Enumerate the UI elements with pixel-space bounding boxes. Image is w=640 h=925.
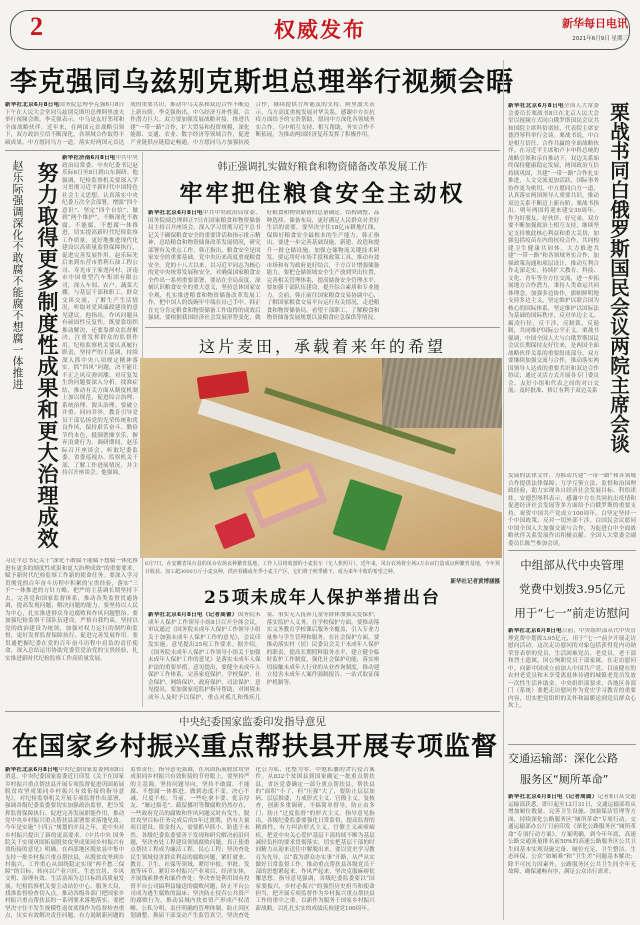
rural-text: 中央纪委国家监委网站8日消息，中央纪委国家监委近日印发《关于在国家乡村振兴重点帮扶县开展专项监督促进巩固拓展脱贫攻坚成果同乡村振兴有效衔接的指导意见》，对纪检监察机关开展专项监督作出部署，强调各级纪委监委要切实加强政治监督，把分发挥监督保障执行、促进完善发展职能作用，推动党中央乡村振兴重点帮扶县部署要求落地见效。今年是实施“十四五”规划的开局之年，党中央对乡村振兴提出了新的更高要求。《中共中央 国务院关于实现巩固拓展脱贫攻坚成果同乡村振兴有效衔接的意见》明确，在西部地区脱贫县中集中支持一批乡村振兴重点帮扶县，从脱贫攻坚到乡村振兴，工作重心从围绕稳定实现“两不愁三保障”的目标，转向以产业兴旺、生态宜居、乡风文明、治理有效、生活富裕为总目标的高质量发展。纪检监察机关要主动站位中心、服务大局，找准监督检查切入点，推动各级各部门把国家乡村振兴重点帮扶县的一系列要求落地落实。要把坚决守住不发生规模性返贫底线作为监督检查重点，压实有效解决责任问题，有力遏制新问题的监督责任。指导意见强调，在巩固拓展脱贫攻坚成果同乡村振兴有效衔接的节骨眼上，要坚持严的主基调，坚持问题导向，坚持不敢腐、不能腐、不想腐一体推进，做到态度不变、决心不减、尺度不松。当前，一些吃拿卡要、优亲厚友、“雁过拔毛”、截留挪用等微腐败仍然存在，一些政府党员的腐败和作风问题又时有发生，脱贫攻坚目标任务完成后的5年过渡期，仍有大量项目建设、资金投入，需要抓早抓小、防患于未然。各级纪委监委要善于发现和研究解决前沿问题，坚决查处工程建设领域腐败问题，真正使重点帮扶工程成为廉洁工程、民心工程；坚决查处民生领域侵害群众利益的腐败问题，紧盯就业、教育、卫生、社保等领域，紧盯申报、审批、发放等环节，紧盯乡村振兴产业项目、经济实体，开展线索排查和案件查处；坚决查处利用国有投资平台公司搞利益输送的腐败问题，防止平台公司成为逃生腐败的温床；坚决防止侵吞公共资产的腐败行为，推动县域内扶贫资产形成产权清晰、公私分明、责任明确的管理体制，防止因区划调整、换届干部变动产生监管真空，坚决查处化公为私、化整为零、中饱私囊的贪污侵占案件。从832个贫困县到国家确定一批重点帮扶县，省区党委确定一部分重点帮扶县，帮扶县的“面积”小了，但“压强”大了，要防止层层加码、层层推诿，力戒形式主义、官僚主义。复核查，创新多重调研，不搞简单督导，防止由多门、防止“过度监督”的形式主义。指导意见指出，各级纪委监委要强化日常监督，提高监督的精准性，有力纠治形式主义、官僚主义顽瘴痼疾，把党中央关心爱护基层干部持续不断为基层减轻负担的要求贯彻落实，切实把基层干部的时间精力从迎来送往中解脱出来。要以党史学习教育为先导，以“我为群众办实事”开路，从严从实做好日常监督工作，推动重点帮扶县各级党员干部的思想紧起来，作风严起来，坚决克服麻痹松懈思想。指导意见强调，各级纪委监委要以“国家要振兴，乡村必振兴”的强烈历史担当和使命担当，把开展专项监督作为乡村振兴重点帮扶县工作的重中之重，以新作为服务于国家乡村振兴新战略，以扎扎实实的成绩庆祝建党100周年。 xyxy=(5,767,375,919)
grain-article-body xyxy=(148,210,498,323)
field-plot xyxy=(382,358,502,428)
rural-article-body xyxy=(5,767,500,922)
zhao-dateline: 新华社济南6月8日电 xyxy=(62,155,116,161)
lead-headline: 李克强同乌兹别克斯坦总理举行视频会晤 xyxy=(10,67,514,98)
photo-credit: 新华社记者黄博涵摄 xyxy=(450,579,500,585)
party-fee-article-body xyxy=(508,628,636,741)
lishu-dateline: 新华社北京6月8日电 xyxy=(508,103,564,109)
headline-line: 党费中划拨3.95亿元 xyxy=(518,582,626,596)
divider xyxy=(145,327,500,328)
green-combine xyxy=(332,479,402,551)
zhao-article-body xyxy=(62,155,138,553)
divider xyxy=(5,711,500,712)
grain-kicker: 韩正强调扎实做好粮食和物资储备改革发展工作 xyxy=(217,162,428,173)
minor-article-body xyxy=(148,612,498,706)
divider xyxy=(508,744,636,745)
lishu-article-body xyxy=(508,103,599,471)
photo-caption: 6月7日，在安徽省凤台县的凤台农场良种繁育基地，工作人员将收割的小麦装车（无人机照片）。近年来，凤台农场将全场3万余亩打造成良种繁育基地，今年预计收获、加工超3000万斤小麦良种，供应春播或冬季小麦主产区，它们将于秋季播下，成为来年丰收的希望之种。 xyxy=(145,561,500,575)
zhao-text: 中共中央政治局常委、中央纪委书记赵乐际6日至8日到山东调研。他强调，纪检监察机关要深入学习贯彻习近平新时代中国特色社会主义思想，认真落实中央纪委五次全会部署，增强“四个意识”、坚定“四个自信”、做到“两个维护”，不断深化不敢腐、不能腐、不想腐一体推进，切实提高新时代纪检监察工作质量，更好地推进现代化建设以高质量监督保障执行，促进完善发展作用。赵乐际先后来到东营市胜利石油工程公司、寿光市王家尧河村、济南市中国重型汽车集团有限公司，深入车间、农户、蔬菜大棚，与基层干部和职工、群众交谈交流，了解生产生活情况，听取对党风廉政建设的意见建议。他指出，作风问题具有顽固性反复性，既要靠组织推动解决，还要靠群众监督解决，注重发挥群众的监督作用。纪检监察机关要认真履行职责，坚持严的主基调，持续深入抓中央八项规定精神落实，抓“四风”问题，决不能让不正之风反弹回潮。对反复发生的问题要深入分析，找准症结，推动有关方面从制度机制上加以规范，促进综合治理、系统治理、源头治理。要破立并重、同向并举，教育引导党员干部弘扬党的光荣传统和优良作风，保持艰苦奋斗、勤俭节约本色，抵制奢靡享乐，摒弃浪费行为。调研期间，赵乐际召开座谈会，听取纪委监委、省委巡视办、监察机关干部，了解工作进展情况，并主持召开座谈会。他强调， xyxy=(62,155,138,476)
zhao-kicker: 赵乐际强调深化不敢腐不能腐不想腐一体推进 xyxy=(11,160,24,390)
lishu-article-body-continued: 发展的法律文件，为推动共建“一带一路”和各领域合作提供法律保障；互学互鉴立法、监督和治国理政经验，助力实现各自经济社会发展目标。科恰诺娃、安德烈琴科表示，感谢中方在共同抗击疫情和促进经济社会发展等多方面给予白俄罗斯的重要支持，祝贺中国共产党成立100周年。白坚定坚持一个中国政策，反对一切外部干涉。白国民会议愿同中国全国人大加强交流与合作，为促进白中全面战略伙伴关系发展作出积极贡献。全国人大常委会副委员长陈竺参加会谈。 xyxy=(508,473,636,547)
divider xyxy=(508,550,636,551)
grain-headline: 牢牢把住粮食安全主动权 xyxy=(179,180,466,207)
issue-date: 2021年6月9日 星期三 xyxy=(572,36,628,42)
transport-dateline: 新华社北京6月8日电（记者周圆） xyxy=(508,794,598,800)
divider xyxy=(5,150,500,151)
party-fee-dateline: 新华社北京6月8日电 xyxy=(508,628,562,634)
headline-line: 用于“七一”前走访慰问 xyxy=(514,606,630,620)
red-harvester xyxy=(197,371,250,400)
minor-text: 国务院未成年人保护工作领导小组8日召开全体会议，审议通过《国务院未成年人保护工作领导小组关于加强未成年人保护工作的意见》，会议印发实施。意见提出25项工作要求。据介绍，《国务院未成年人保护工作领导小组关于加强未成年人保护工作的意见》是落实未成年人保护法的重要举措。意见提出，要健全未成年人保护工作体系，完善家庭保护、学校保护、社会保护、网络保护、政府保护、司法保护。意见提出，要加强家庭监护指导帮助，对困境未成年人及时予以保护，重点对孤儿和残疾儿童、事实无人抚养儿童等群体加强关爱保护，落实监护人义务。在学校保护方面，要推动落实义务教育学校课后服务全覆盖，引入专业力量参与学生管理和服务。在社会保护方面，要推动落实村（居）民委员会关于未成年人保护的职责，提高长期照料服务水平，建立健全临时监护工作制度，强化社会保护功能，落实密切接触未成年人行业的从业查询制度，推动建立侵害未成年人案件强制报告、一站式取证保护机制等。 xyxy=(148,612,380,701)
lead-article-body xyxy=(5,102,500,148)
section-title: 权威发布 xyxy=(274,17,366,42)
truck-cab xyxy=(214,513,255,550)
headline-line: 服务区“厕所革命” xyxy=(520,773,609,786)
lead-dateline: 新华社北京6月8日电 xyxy=(5,102,60,108)
photo-title: 这片麦田，承载着来年的希望 xyxy=(198,337,446,356)
rural-dateline: 新华社北京6月8日电 xyxy=(5,767,59,773)
page-number: 2 xyxy=(30,12,43,41)
headline-line: 交通运输部：深化公路 xyxy=(508,752,618,765)
wheat-harvest-photo xyxy=(140,358,502,558)
transport-text: 记者8日从交通运输部获悉，即日起至12月31日，交通运输部将从增加厕位数量、完善卫生设施、加强保洁管理等方面，持续深化公路服务区“厕所革命”专项行动。交通运输部办公厅日前印发《深化公路服务区“厕所革命”专项行动方案》。方案明确，到今年年底，高速公路交通流量排名前50%的高速公路服务区公共卫生间基本实现设施完备、厕位充足、卫生整洁、生态环保，公众“如厕难”和“卫生差”问题基本解决；除不可抗力因素外，公路服务区公共卫生间全年无故障，确保通畅有序，满足公众出行需求。 xyxy=(508,794,636,875)
lishu-text: 全国人大常委会委员长栗战书8日在北京人民大会堂以视频方式同白俄罗斯国民会议共和国院主席科恰诺娃、代表院主席安德烈琴科举行会谈。栗战书说，中白是相互信任、合作共赢的全面战略伙伴。在习近平主席和卢卡申科总统的战略引领和亲自推动下，双边关系始终保持健康稳定发展，两国政治互信持续巩固，共建“一带一路”合作扎实推进，人文交流更加活跃，国际事务协作更为密切。中方愿同白方一道，认真落实两国领导人重要共识，推动双边关系不断迈上新台阶。栗战书指出，明年两国将迎来建交30周年。作为好朋友、好伙伴、好兄弟，双方要不断加强政治上相互支持，继续坚定支持彼此核心利益和重大关切，加强包括疫苗在内的抗疫合作，共同构建卫生健康共同体。大力推进共建“一带一路”和各领域务实合作，加强政策沟通和项层设计，推动互利合作走深走实，持续扩大教育、科技、文化、青年等全方位交流，进一步拓展地方合作潜力，秉持人类命运共同体理念，加强多边协作，旗帜鲜明地支持多边主义，坚定维护以联合国为核心的国际体系，坚定维护以国际法为基础的国际秩序，反对单边主义、霸凌行径，反干涉，反制裁，反遏制，共同维护国际公平正义。栗战书强调，中国全国人大与白俄罗斯国民会议长期保持友好往来，是两国全面战略伙伴关系的重要组成部分。双方要继续加强交流与合作，推动落实两国领导人达成的重要共识和双边合作协议；通过灵活方式开展各专门委员会、友好小组和代表之间的对口交流；及时批准、修订有利于双边关系 xyxy=(508,103,599,394)
transport-article-body xyxy=(508,794,636,921)
grain-dateline: 新华社北京6月8日电 xyxy=(148,210,203,216)
lead-text: 国务院总理李克强6月8日下午在人民大会堂同乌兹别克斯坦总理阿里波夫举行视频会晤。李克强表示，中乌是友好邻邦和全面战略伙伴。近年来，在两国元首战略引领下，双方政治互信不断深化，各领域合作取得丰硕成果。中方愿同乌方一道，落实好两国元首达成的重要共识，推动中乌关系和双边合作不断迈上新台阶。李克强指出，中乌经济互补性强，合作潜力巨大。双方要加强发展战略对接，推进共建“一带一路”合作，扩大贸易和投资规模，深化能源、交通、农业、数字经济等领域合作，促进产业链供应链稳定畅通。中方愿同乌方加强抗疫合作，继续提供力所能及的支持。阿里波夫表示，乌方高度重视发展对华关系，感谢中方在抗疫方面给予的宝贵帮助，愿同中方深化各领域务实合作。乌中相互支持、相互帮助，务实合作不断拓展，为推动两国经济复苏发挥了积极作用。 xyxy=(5,102,375,146)
party-fee-text: 日前，中央组织部从代中央管理党费中划拨3.95亿元，用于“七一”前夕开展走访慰问活动。这次走访慰问的对象包括获得党内功勋荣誉表彰的党员、生活困难党员、老党员、老干部和烈士遗属，因公殉职党员干部家属。在走访慰问中，向新中国成立前加入中国共产党、目前健在的农村老党员和未享受离退休待遇的城镇老党员发放一次性生活补助金。中央组织部要求，各地区各部门（系统）要把走访慰问作为党史学习教育的重要内容，切实把党组织的关怀和温暖送到党员群众心坎上。 xyxy=(508,628,636,709)
party-fee-headline xyxy=(506,553,638,625)
minor-dateline: 新华社北京6月8日电（记者高蕾） xyxy=(148,612,238,618)
rural-headline: 在国家乡村振兴重点帮扶县开展专项监督 xyxy=(11,732,498,762)
grain-text: 中共中央政治局常委、国务院副总理韩正7日在国家粮食和物资储备局主持召开座谈会，深入学习贯彻习近平总书记关于确保粮食安全的重要讲话和指示批示精神，总结粮食和物资储备改革发展情况，研究部署有关重点工作。韩正指出，粮食安全是国家安全的重要基础。党中央历来高度重视粮食安全。党的十八大以来，以习近平同志为核心的党中央统筹发展和安全，对确保国家粮食安全作出一系列重要部署，要站在全局高度，深刻认识粮食安全的重大意义，坚持总体国家安全观，扎实推进粮食和物资储备改革发展工作，把中国人的饭碗牢牢端在自己手中。韩正在充分肯定粮食和物资储备工作取得的成效后强调，要根据我国经济社会发展形势变化，做好粮食和物资储备的总量确定、结构调整、品种选择、储备布局，更好满足人民群众对美好生活的需要。要坚决守住18亿亩耕地红线，保障好粮食安全最根本的生产能力。韩正指出，要进一步完善基础设施，新建、改造和提升一批仓储设施，加强仓储物流关键技术研发。要运用好市场手段和政策工具，推动有效市场和有为政府更好结合，千方百计增强储备能力。要把仓储领域安全生产放到突出位置，完善相关管理体系，提高储备安全管理水平，要加强干部队伍建设，提升综合素质和专业能力。会前，韩正前往国家粮食交易协调中心，了解国家粮食交易平台运行有关情况，走进粮食和物资储备局，看望干部职工，了解粮食和物资储备发展规划以及粮食应急保供等情况。 xyxy=(148,210,380,321)
zhao-headline: 努力取得更多制度性成果和更大治理成效 xyxy=(35,162,60,549)
transport-headline xyxy=(508,748,636,790)
headline-line: 中组部从代中央管理 xyxy=(520,558,624,572)
minor-headline: 25项未成年人保护举措出台 xyxy=(204,588,441,608)
newspaper-logo: 新华每日电讯 xyxy=(562,17,628,30)
zhao-article-body-continued: 习近平总书记关于“深化不敢腐不能腐不想腐一体化推进有更多的制度性成果和更大治理成效”的重要要求，赋予新时代纪检监察工作新的使命任务。要深入学习贯彻党的百年奋斗历程中积累的宝贵经验，落实“三不”一体推进的方针方略，把严的主基调长期坚持下去，完善党和国家监督体系，推动各类监督贯通协调，提高发现问题、解决问题的能力。要坚持以人民为中心，扎实推进群众身边腐败和作风问题整治。要加强纪检监察干部队伍建设，严格自我约束，坚持以党的政治建设为统领，加强对权力运行的制约和监督，更好发挥监督保障执行、促进完善发展作用。要贯通把握纪委在党的百年奋斗历程中肩负的责任使命，深入总结运用协助党委管党治党的宝贵经验，扎实推进新时代纪检监察工作高质量发展。 xyxy=(5,558,138,662)
divider xyxy=(503,60,504,920)
rural-kicker: 中央纪委国家监委印发指导意见 xyxy=(179,716,326,728)
lishu-headline: 栗战书同白俄罗斯国民会议两院主席会谈 xyxy=(607,102,630,453)
